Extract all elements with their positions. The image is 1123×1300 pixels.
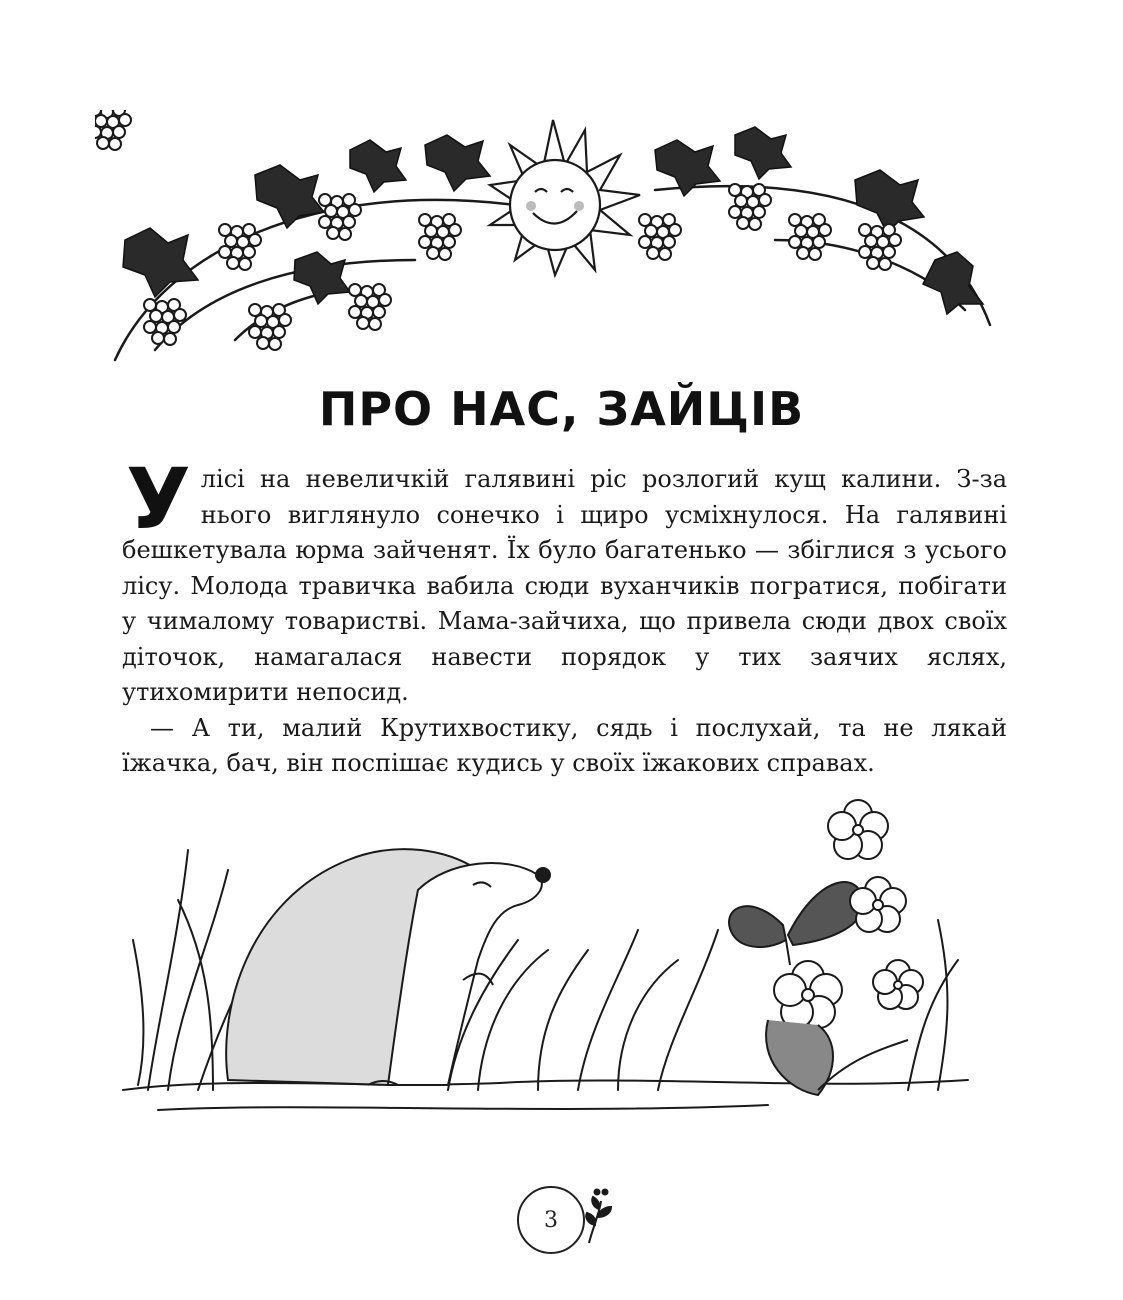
paragraph-2: — А ти, малий Крутихвостику, сядь і послухай, та не лякай їжачка, бач, він поспішає кудись у своїх їжакових справах. [122, 713, 1007, 777]
page-number: 3 [517, 1186, 585, 1254]
sprig-icon [583, 1187, 617, 1247]
paragraph-1-text: лісі на невеличкій галявині ріс розлогий кущ калини. З-за нього виглянуло сонечко і щиро усміхнулося. На галявині бешкетувала юрма зайченят. Їх було багатенько — збіглися з усього лісу. Молода травичка вабила сюди вуханчиків погратися, побігати у чималому товаристві. Мама-зайчиха, що привела сюди двох своїх діточок, намагалася навести порядок у тих заячих яслях, утихомирити непосид. [122, 465, 1007, 706]
paragraph-1 [122, 450, 1007, 711]
viburnum-sun-illustration [95, 110, 1000, 365]
story-text [122, 450, 1007, 782]
hedgehog-illustration [118, 790, 973, 1165]
page-title: ПРО НАС, ЗАЙЦІВ [318, 382, 805, 436]
page-number-badge [515, 1185, 630, 1255]
drop-cap: У [126, 450, 191, 548]
